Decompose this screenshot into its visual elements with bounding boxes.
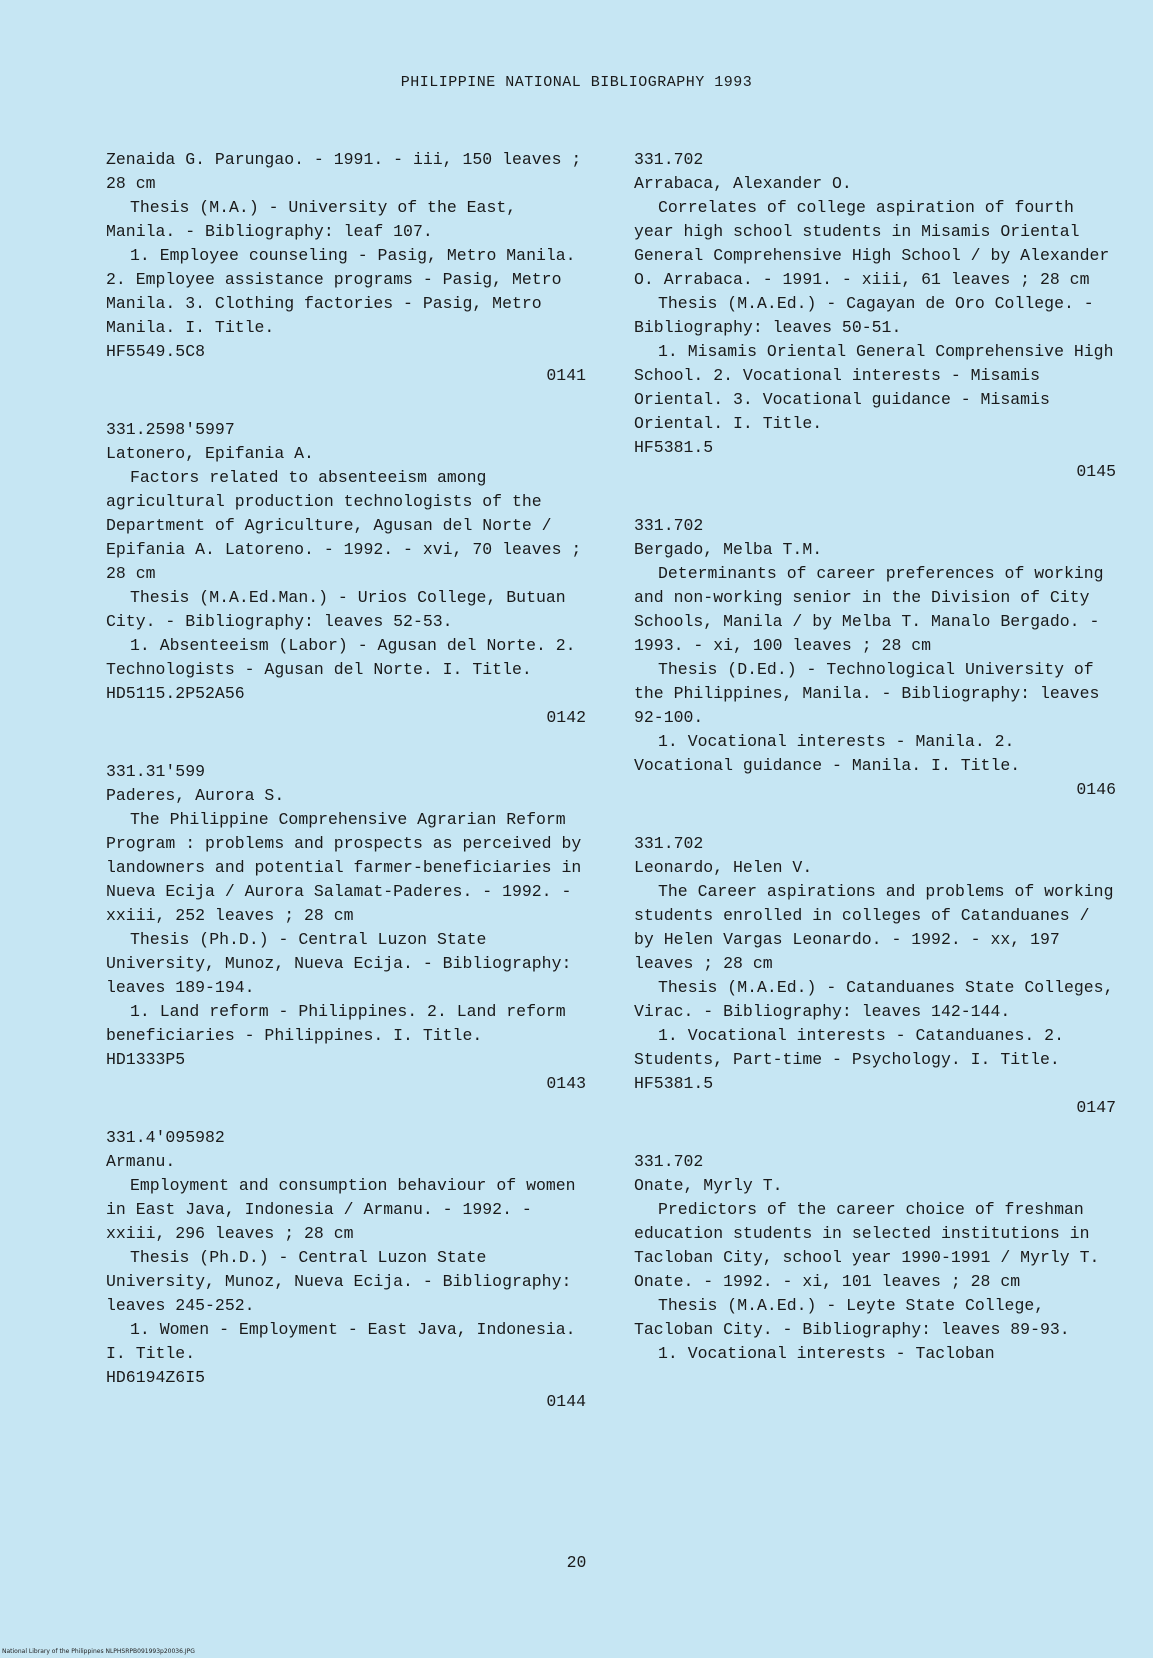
entry-description: Correlates of college aspiration of fourth year high school students in Misamis Oriental General Comprehensive High School / by Alexander O. Arrabaca. - 1991. - xiii, 61 leaves ; 28 cm — [634, 198, 1110, 289]
thesis-note: Thesis (Ph.D.) - Central Luzon State University, Munoz, Nueva Ecija. - Bibliography: leaves 245-252. — [106, 1248, 572, 1315]
subject-headings: 1. Vocational interests - Catanduanes. 2. Students, Part-time - Psychology. I. Title. — [634, 1026, 1064, 1069]
subject-headings: 1. Absenteeism (Labor) - Agusan del Norte. 2. Technologists - Agusan del Norte. I. Title. — [106, 636, 576, 679]
classification-number: 331.31'599 — [106, 762, 206, 781]
entry-author: Arrabaca, Alexander O. — [634, 174, 852, 193]
entry-author: Leonardo, Helen V. — [634, 858, 813, 877]
entry-number: 0141 — [546, 366, 586, 385]
page-number: 20 — [566, 1553, 587, 1572]
entry-description: Determinants of career preferences of working and non-working senior in the Division of City Schools, Manila / by Melba T. Manalo Bergado. - 1993. - xi, 100 leaves ; 28 cm — [634, 564, 1104, 655]
entry-description: Employment and consumption behaviour of women in East Java, Indonesia / Armanu. - 1992. - xxiii, 296 leaves ; 28 cm — [106, 1176, 576, 1243]
classification-number: 331.702 — [634, 150, 704, 169]
bibliography-entry — [106, 760, 586, 1096]
bibliography-entry — [634, 1150, 1116, 1366]
call-number: HF5381.5 — [634, 438, 714, 457]
bibliography-entry — [634, 148, 1116, 484]
classification-number: 331.2598'5997 — [106, 420, 235, 439]
subject-headings: 1. Land reform - Philippines. 2. Land reform beneficiaries - Philippines. I. Title. — [106, 1002, 566, 1045]
classification-number: 331.702 — [634, 834, 704, 853]
call-number: HF5381.5 — [634, 1074, 714, 1093]
entry-author: Paderes, Aurora S. — [106, 786, 285, 805]
thesis-note: Thesis (M.A.Ed.) - Cagayan de Oro College. - Bibliography: leaves 50-51. — [634, 294, 1094, 337]
call-number: HD5115.2P52A56 — [106, 684, 245, 703]
call-number: HF5549.5C8 — [106, 342, 206, 361]
entry-number: 0145 — [1076, 462, 1116, 481]
subject-headings: 1. Women - Employment - East Java, Indonesia. I. Title. — [106, 1320, 576, 1363]
subject-headings: 1. Employee counseling - Pasig, Metro Manila. 2. Employee assistance programs - Pasig, Metro Manila. 3. Clothing factories - Pasig, Metro Manila. I. Title. — [106, 246, 576, 337]
entry-description: The Career aspirations and problems of working students enrolled in colleges of Catanduanes / by Helen Vargas Leonardo. - 1992. - xx, 197 leaves ; 28 cm — [634, 882, 1114, 973]
call-number: HD6194Z6I5 — [106, 1368, 206, 1387]
entry-author: Bergado, Melba T.M. — [634, 540, 823, 559]
bibliography-entry — [106, 1126, 586, 1414]
subject-headings: 1. Misamis Oriental General Comprehensive High School. 2. Vocational interests - Misamis Oriental. 3. Vocational guidance - Misamis Oriental. I. Title. — [634, 342, 1114, 433]
entry-number: 0147 — [1076, 1098, 1116, 1117]
running-header: PHILIPPINE NATIONAL BIBLIOGRAPHY 1993 — [400, 74, 753, 91]
entry-description: Zenaida G. Parungao. - 1991. - iii, 150 leaves ; 28 cm — [106, 150, 582, 193]
thesis-note: Thesis (M.A.Ed.Man.) - Urios College, Butuan City. - Bibliography: leaves 52-53. — [106, 588, 566, 631]
bibliography-entry — [634, 514, 1116, 802]
classification-number: 331.702 — [634, 1152, 704, 1171]
right-column — [634, 148, 1116, 1396]
entry-author: Armanu. — [106, 1152, 176, 1171]
entry-author: Latonero, Epifania A. — [106, 444, 314, 463]
call-number: HD1333P5 — [106, 1050, 186, 1069]
entry-number: 0143 — [546, 1074, 586, 1093]
entry-description: The Philippine Comprehensive Agrarian Reform Program : problems and prospects as perceived by landowners and potential farmer-beneficiaries in Nueva Ecija / Aurora Salamat-Paderes. - 1992. - xxiii, 252 leaves ; 28 cm — [106, 810, 582, 925]
bibliography-entry — [634, 832, 1116, 1120]
classification-number: 331.702 — [634, 516, 704, 535]
thesis-note: Thesis (M.A.) - University of the East, Manila. - Bibliography: leaf 107. — [106, 198, 517, 241]
bibliography-entry — [106, 418, 586, 730]
entry-description: Predictors of the career choice of freshman education students in selected institutions in Tacloban City, school year 1990-1991 / Myrly T. Onate. - 1992. - xi, 101 leaves ; 28 cm — [634, 1200, 1100, 1291]
bibliography-entry — [106, 148, 586, 388]
subject-headings: 1. Vocational interests - Tacloban — [658, 1344, 995, 1363]
entry-number: 0142 — [546, 708, 586, 727]
thesis-note: Thesis (M.A.Ed.) - Leyte State College, Tacloban City. - Bibliography: leaves 89-93. — [634, 1296, 1070, 1339]
entry-description: Factors related to absenteeism among agricultural production technologists of the Department of Agriculture, Agusan del Norte / Epifania A. Latoreno. - 1992. - xvi, 70 leaves ; 28 cm — [106, 468, 582, 583]
classification-number: 331.4'095982 — [106, 1128, 225, 1147]
left-column — [106, 148, 586, 1444]
entry-number: 0144 — [546, 1392, 586, 1411]
thesis-note: Thesis (Ph.D.) - Central Luzon State University, Munoz, Nueva Ecija. - Bibliography: leaves 189-194. — [106, 930, 572, 997]
thesis-note: Thesis (D.Ed.) - Technological University of the Philippines, Manila. - Bibliography: leaves 92-100. — [634, 660, 1100, 727]
thesis-note: Thesis (M.A.Ed.) - Catanduanes State Colleges, Virac. - Bibliography: leaves 142-144. — [634, 978, 1114, 1021]
subject-headings: 1. Vocational interests - Manila. 2. Vocational guidance - Manila. I. Title. — [634, 732, 1021, 775]
entry-number: 0146 — [1076, 780, 1116, 799]
entry-author: Onate, Myrly T. — [634, 1176, 783, 1195]
scan-footer: National Library of the Philippines NLPHSRPB091993p20036.JPG — [2, 1648, 195, 1655]
